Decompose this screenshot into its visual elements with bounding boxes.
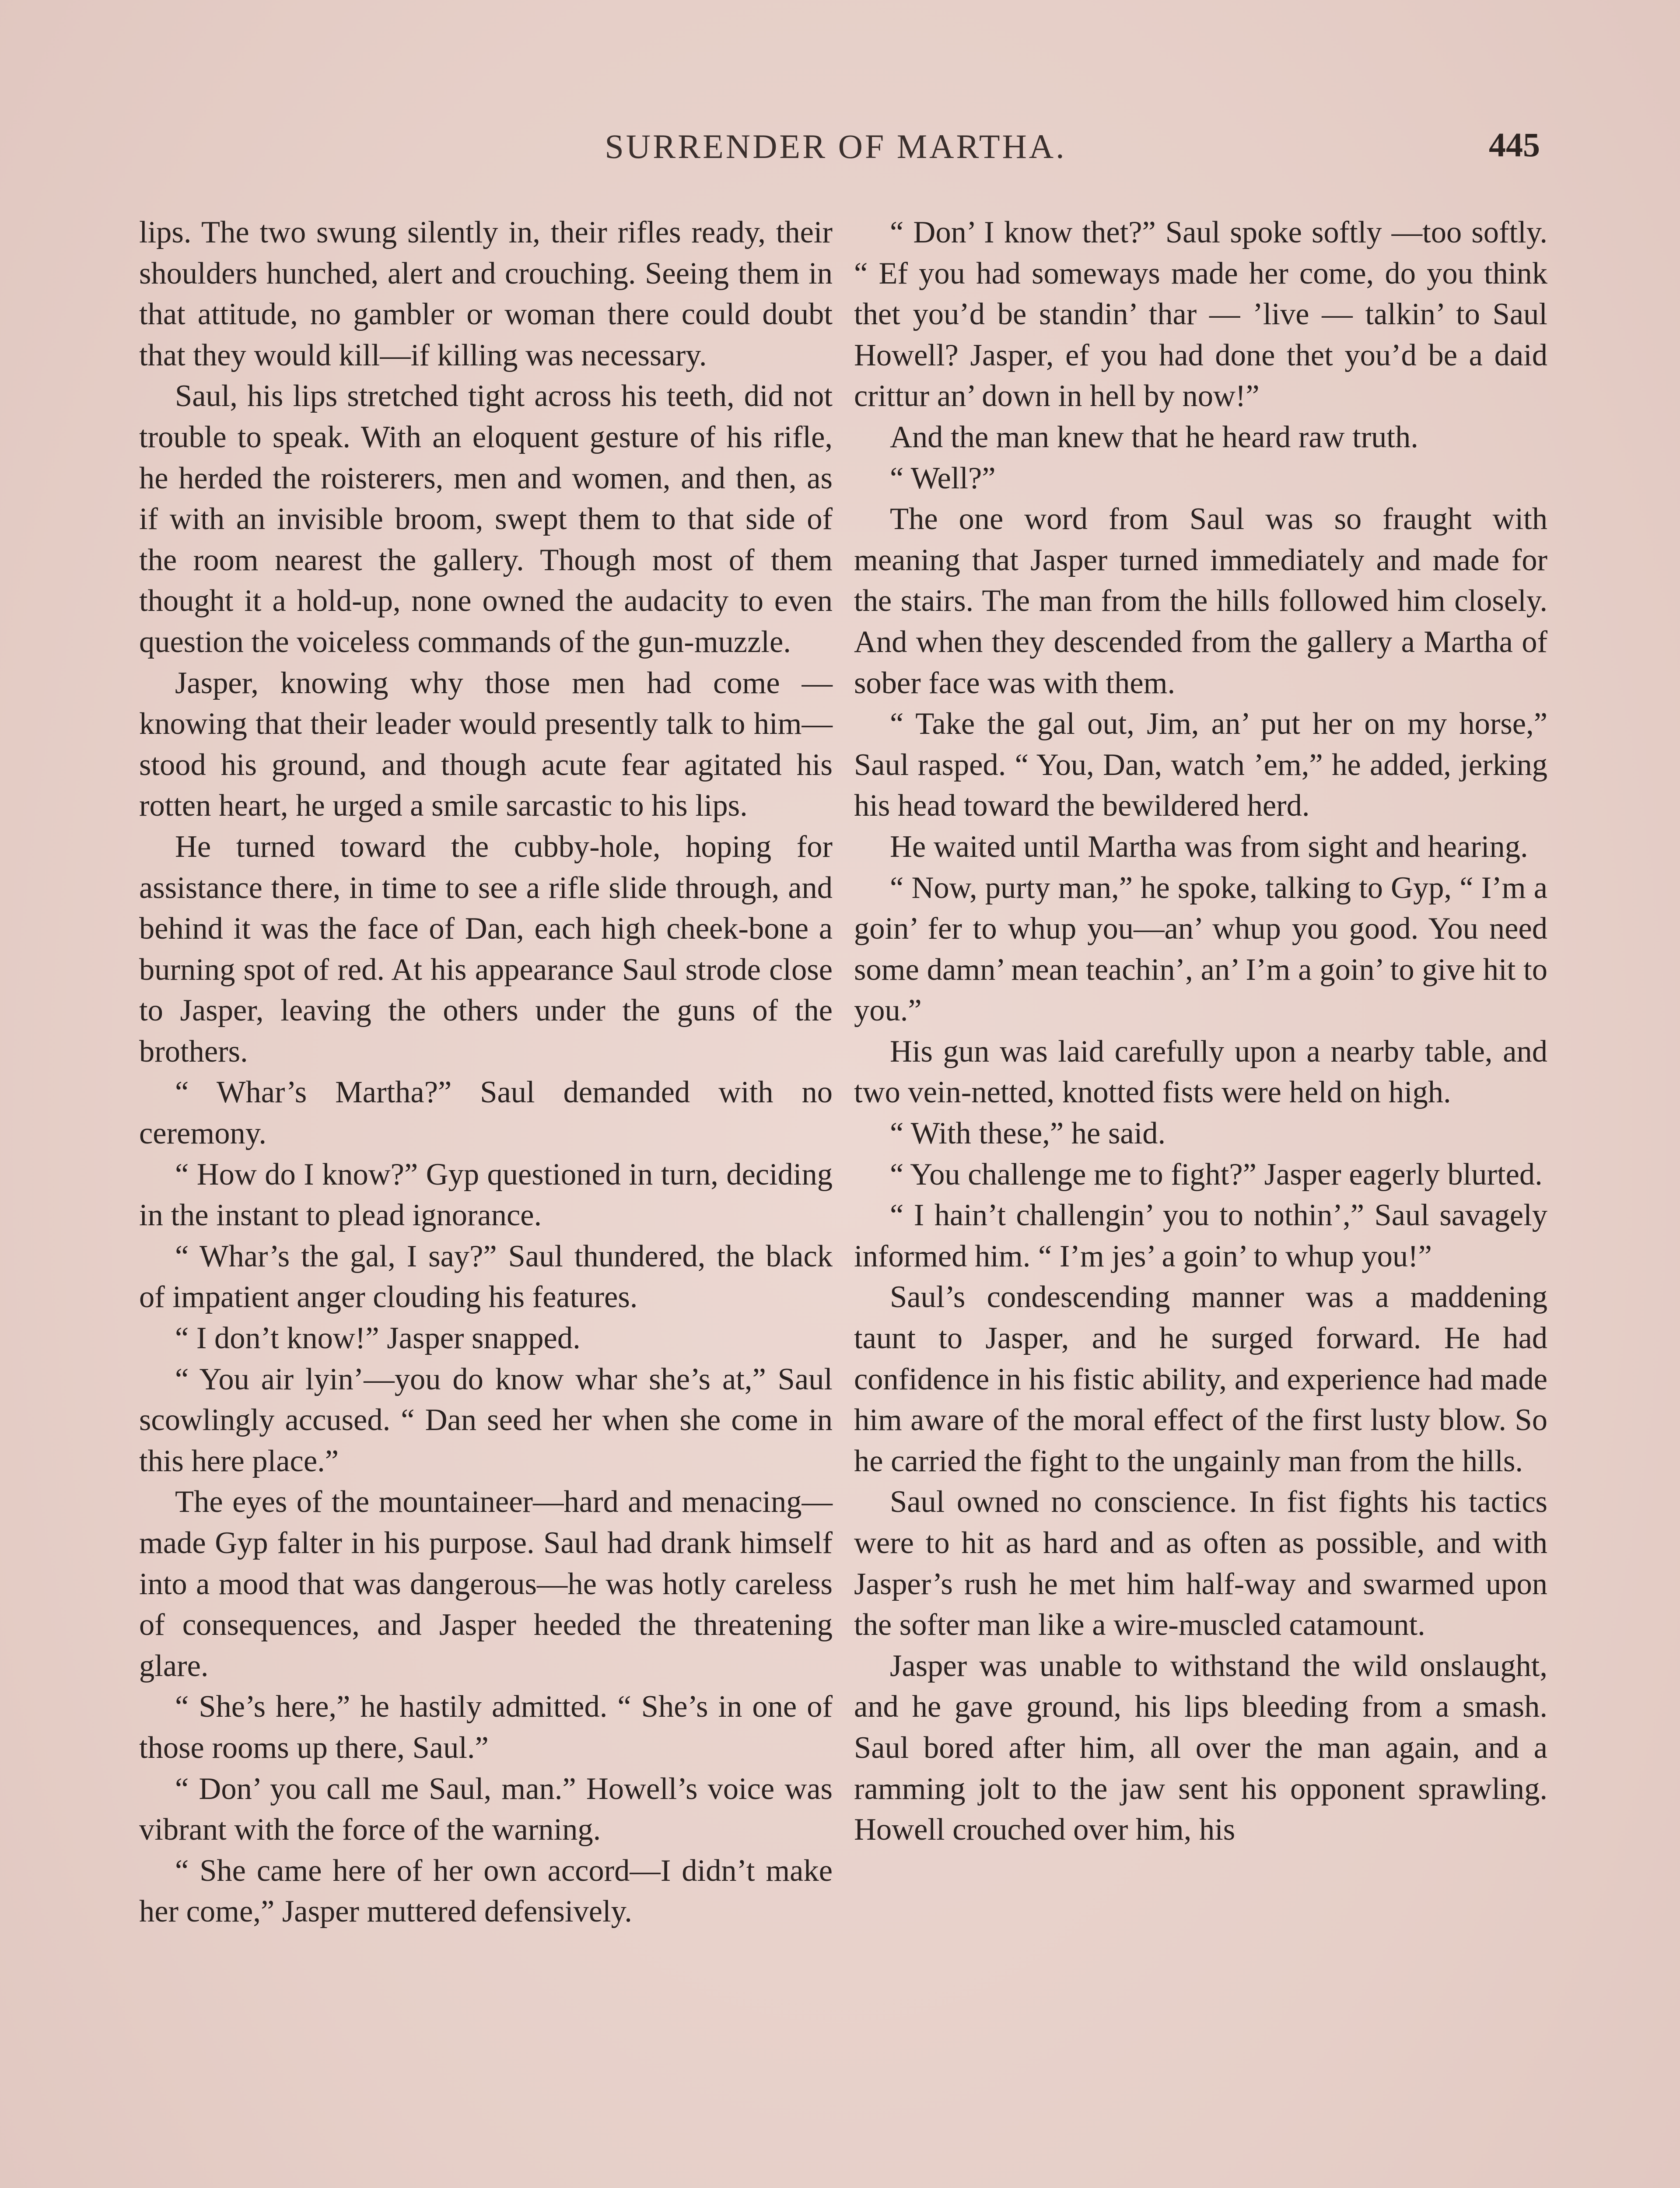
paragraph: Saul’s condescending manner was a maddening taunt to Jasper, and he surged forward. He had confidence in his fistic ability, and experience had made him aware of the moral effect of the first lusty blow. So he carried the fight to the ungainly man from the hills. [854, 1280, 1547, 1478]
paragraph: “ You challenge me to fight?” Jasper eagerly blurted. [890, 1157, 1543, 1192]
right-text-column [854, 212, 1547, 2188]
left-text-column [139, 212, 833, 2188]
paragraph: “ How do I know?” Gyp questioned in turn, deciding in the instant to plead ignorance. [139, 1157, 833, 1233]
running-header [131, 127, 1540, 179]
paragraph: And the man knew that he heard raw truth. [890, 420, 1418, 454]
paragraph: lips. The two swung silently in, their rifles ready, their shoulders hunched, alert and crouching. Seeing them in that attitude, no gambler or woman there could doubt that they would kill—if killing was necessary. [139, 215, 833, 372]
paragraph: Jasper, knowing why those men had come —knowing that their leader would presently talk to him—stood his ground, and though acute fear agitated his rotten heart, he urged a smile sarcastic to his lips. [139, 666, 833, 823]
paragraph: “ She came here of her own accord—I didn’t make her come,” Jasper muttered defensively. [139, 1853, 833, 1929]
running-title: SURRENDER OF MARTHA. [605, 127, 1067, 165]
paragraph: The one word from Saul was so fraught with meaning that Jasper turned immediately and made for the stairs. The man from the hills followed him closely. And when they descended from the gallery a Martha of sober face was with them. [854, 502, 1547, 700]
paragraph: Saul, his lips stretched tight across his teeth, did not trouble to speak. With an eloquent gesture of his rifle, he herded the roisterers, men and women, and then, as if with an invisible broom, swept them to that side of the room nearest the gallery. Though most of them thought it a hold-up, none owned the audacity to even question the voiceless commands of the gun-muzzle. [139, 379, 833, 659]
paragraph: The eyes of the mountaineer—hard and menacing—made Gyp falter in his purpose. Saul had drank himself into a mood that was dangerous—he was hotly careless of consequences, and Jasper heeded the threatening glare. [139, 1485, 833, 1683]
paragraph: Jasper was unable to withstand the wild onslaught, and he gave ground, his lips bleeding from a smash. Saul bored after him, all over the man again, and a ramming jolt to the jaw sent his opponent sprawling. Howell crouched over him, his [854, 1648, 1547, 1847]
paragraph: “ Don’ I know thet?” Saul spoke softly —too softly. “ Ef you had someways made her come, do you think thet you’d be standin’ thar — ’live — talkin’ to Saul Howell? Jasper, ef you had done thet you’d be a daid crittur an’ down in hell by now!” [854, 215, 1547, 414]
paragraph: “ Whar’s the gal, I say?” Saul thundered, the black of impatient anger clouding his features. [139, 1239, 833, 1315]
paragraph: “ I don’t know!” Jasper snapped. [175, 1321, 581, 1356]
paragraph: His gun was laid carefully upon a nearby table, and two vein-netted, knotted fists were held on high. [854, 1034, 1547, 1110]
paragraph: Saul owned no conscience. In fist fights his tactics were to hit as hard and as often as possible, and with Jasper’s rush he met him half-way and swarmed upon the softer man like a wire-muscled catamount. [854, 1485, 1547, 1642]
page-number: 445 [1489, 126, 1540, 164]
paragraph: “ Now, purty man,” he spoke, talking to Gyp, “ I’m a goin’ fer to whup you—an’ whup you good. You need some damn’ mean teachin’, an’ I’m a goin’ to give hit to you.” [854, 870, 1547, 1028]
paragraph: “ You air lyin’—you do know whar she’s at,” Saul scowlingly accused. “ Dan seed her when she come in this here place.” [139, 1362, 833, 1478]
paragraph: “ With these,” he said. [890, 1116, 1166, 1151]
paragraph: “ I hain’t challengin’ you to nothin’,” Saul savagely informed him. “ I’m jes’ a goin’ to whup you!” [854, 1198, 1547, 1273]
paragraph: “ Don’ you call me Saul, man.” Howell’s voice was vibrant with the force of the warning. [139, 1771, 833, 1847]
paragraph: “ Well?” [890, 461, 996, 495]
paragraph: “ Whar’s Martha?” Saul demanded with no ceremony. [139, 1075, 833, 1151]
paragraph: “ She’s here,” he hastily admitted. “ She’s in one of those rooms up there, Saul.” [139, 1690, 833, 1765]
paragraph: “ Take the gal out, Jim, an’ put her on my horse,” Saul rasped. “ You, Dan, watch ’em,” he added, jerking his head toward the bewildered herd. [854, 707, 1547, 823]
paragraph: He turned toward the cubby-hole, hoping for assistance there, in time to see a rifle slide through, and behind it was the face of Dan, each high cheek-bone a burning spot of red. At his appearance Saul strode close to Jasper, leaving the others under the guns of the brothers. [139, 829, 833, 1069]
paragraph: He waited until Martha was from sight and hearing. [890, 829, 1528, 864]
